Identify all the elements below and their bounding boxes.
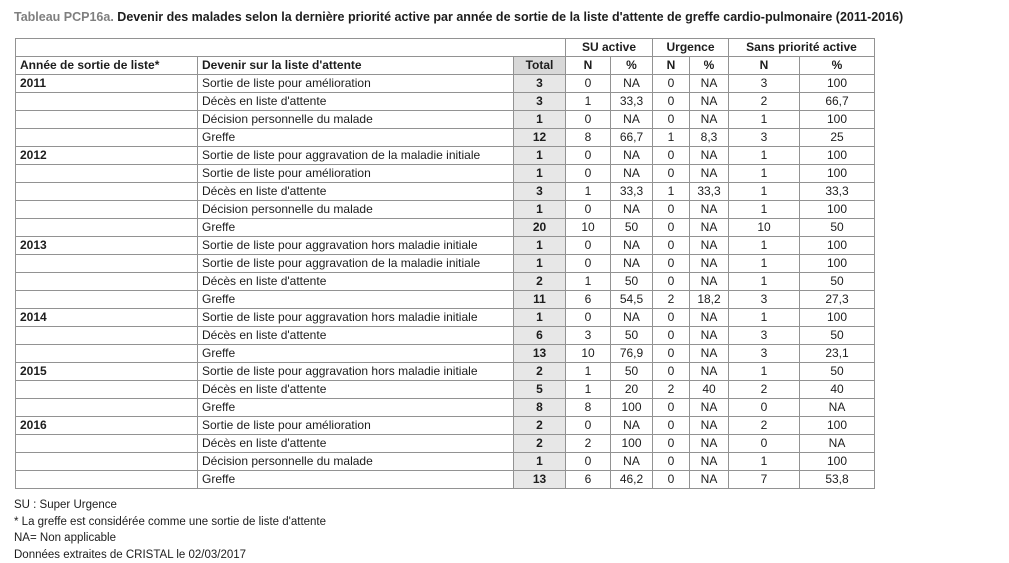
total-cell: 1 [514,237,566,255]
urgence-pct-cell: NA [690,255,729,273]
table-title-text: Devenir des malades selon la dernière priorité active par année de sortie de la liste d'attente de greffe cardio-pulmonaire (2011-2016) [117,10,904,24]
sans-n-cell: 0 [729,435,800,453]
sans-pct-cell: 50 [800,273,875,291]
urgence-n-cell: 0 [653,111,690,129]
table-row [16,453,875,471]
urgence-pct-cell: 33,3 [690,183,729,201]
su-n-cell: 1 [566,273,611,291]
outcome-cell: Greffe [198,129,514,147]
total-cell: 3 [514,75,566,93]
outcome-cell: Greffe [198,399,514,417]
footnotes [14,497,326,563]
year-cell: 2014 [16,309,198,327]
su-n-cell: 1 [566,93,611,111]
sans-n-cell: 3 [729,291,800,309]
year-cell [16,111,198,129]
year-cell: 2016 [16,417,198,435]
sans-n-cell: 1 [729,183,800,201]
footnote-su: SU : Super Urgence [14,499,117,511]
urgence-pct-cell: NA [690,75,729,93]
su-n-cell: 8 [566,129,611,147]
outcome-cell: Décision personnelle du malade [198,453,514,471]
sans-pct-cell: NA [800,399,875,417]
su-pct-cell: NA [611,255,653,273]
su-pct-cell: 66,7 [611,129,653,147]
total-cell: 2 [514,417,566,435]
urgence-pct-cell: 40 [690,381,729,399]
group-header-urgence: Urgence [653,39,729,57]
urgence-n-cell: 0 [653,345,690,363]
outcome-cell: Décès en liste d'attente [198,381,514,399]
total-cell: 1 [514,165,566,183]
year-cell: 2011 [16,75,198,93]
su-n-cell: 0 [566,237,611,255]
su-pct-cell: 50 [611,273,653,291]
su-pct-cell: 50 [611,219,653,237]
urgence-pct-cell: NA [690,111,729,129]
su-pct-cell: NA [611,165,653,183]
sans-pct-cell: 27,3 [800,291,875,309]
su-pct-cell: 46,2 [611,471,653,489]
sans-pct-cell: 33,3 [800,183,875,201]
urgence-n-cell: 0 [653,363,690,381]
total-cell: 11 [514,291,566,309]
urgence-n-cell: 0 [653,399,690,417]
table-row [16,129,875,147]
urgence-n-cell: 0 [653,75,690,93]
table-row [16,345,875,363]
sans-n-cell: 1 [729,453,800,471]
su-pct-cell: NA [611,417,653,435]
outcome-cell: Greffe [198,219,514,237]
sans-pct-cell: 100 [800,75,875,93]
urgence-pct-cell: NA [690,237,729,255]
sans-pct-cell: 53,8 [800,471,875,489]
sans-n-cell: 3 [729,327,800,345]
sans-n-cell: 2 [729,381,800,399]
year-cell [16,399,198,417]
year-cell: 2013 [16,237,198,255]
table-row [16,237,875,255]
su-n-cell: 0 [566,147,611,165]
outcome-cell: Greffe [198,471,514,489]
su-n-cell: 0 [566,255,611,273]
total-cell: 2 [514,435,566,453]
sans-n-cell: 3 [729,129,800,147]
col-header-total: Total [514,57,566,75]
sans-pct-cell: NA [800,435,875,453]
total-cell: 2 [514,273,566,291]
outcome-cell: Sortie de liste pour aggravation de la maladie initiale [198,147,514,165]
sans-n-cell: 2 [729,417,800,435]
sans-pct-cell: 40 [800,381,875,399]
sans-pct-cell: 100 [800,417,875,435]
table-row [16,219,875,237]
su-n-cell: 1 [566,183,611,201]
su-n-cell: 3 [566,327,611,345]
urgence-n-cell: 0 [653,309,690,327]
table-title-prefix: Tableau PCP16a. [14,10,114,24]
su-n-cell: 0 [566,111,611,129]
outcome-cell: Décès en liste d'attente [198,435,514,453]
urgence-pct-cell: NA [690,147,729,165]
year-cell [16,273,198,291]
sans-n-cell: 3 [729,345,800,363]
total-cell: 1 [514,111,566,129]
col-header-sans-n: N [729,57,800,75]
sans-pct-cell: 100 [800,237,875,255]
table-row [16,111,875,129]
urgence-n-cell: 0 [653,453,690,471]
urgence-n-cell: 0 [653,273,690,291]
su-n-cell: 0 [566,165,611,183]
year-cell [16,471,198,489]
outcome-cell: Greffe [198,291,514,309]
su-pct-cell: NA [611,75,653,93]
outcome-cell: Greffe [198,345,514,363]
table-row [16,93,875,111]
su-n-cell: 6 [566,291,611,309]
footnote-na: NA= Non applicable [14,532,116,544]
sans-n-cell: 0 [729,399,800,417]
outcome-cell: Décès en liste d'attente [198,327,514,345]
urgence-pct-cell: NA [690,435,729,453]
total-cell: 3 [514,183,566,201]
su-pct-cell: NA [611,309,653,327]
su-pct-cell: 33,3 [611,93,653,111]
year-cell [16,219,198,237]
outcome-cell: Sortie de liste pour aggravation hors maladie initiale [198,363,514,381]
outcome-cell: Sortie de liste pour amélioration [198,165,514,183]
urgence-pct-cell: NA [690,165,729,183]
total-cell: 20 [514,219,566,237]
outcome-cell: Sortie de liste pour aggravation hors maladie initiale [198,309,514,327]
su-n-cell: 10 [566,345,611,363]
col-header-urgence-n: N [653,57,690,75]
table-row [16,273,875,291]
table-body [16,75,875,489]
total-cell: 2 [514,363,566,381]
outcome-cell: Décès en liste d'attente [198,183,514,201]
table-row [16,165,875,183]
table-row [16,255,875,273]
su-n-cell: 10 [566,219,611,237]
sans-pct-cell: 100 [800,453,875,471]
sans-n-cell: 7 [729,471,800,489]
urgence-pct-cell: NA [690,417,729,435]
footnote-asterisk: * La greffe est considérée comme une sortie de liste d'attente [14,515,327,528]
total-cell: 1 [514,147,566,165]
sans-n-cell: 1 [729,111,800,129]
su-n-cell: 6 [566,471,611,489]
su-n-cell: 2 [566,435,611,453]
sans-n-cell: 3 [729,75,800,93]
su-n-cell: 1 [566,363,611,381]
urgence-pct-cell: 8,3 [690,129,729,147]
sans-n-cell: 2 [729,93,800,111]
total-cell: 13 [514,471,566,489]
urgence-pct-cell: NA [690,453,729,471]
sans-n-cell: 1 [729,237,800,255]
urgence-n-cell: 2 [653,381,690,399]
urgence-pct-cell: NA [690,201,729,219]
table-row [16,417,875,435]
su-pct-cell: 100 [611,435,653,453]
table-row [16,363,875,381]
total-cell: 8 [514,399,566,417]
sans-pct-cell: 100 [800,201,875,219]
total-cell: 1 [514,255,566,273]
table-row [16,147,875,165]
total-cell: 6 [514,327,566,345]
urgence-n-cell: 0 [653,165,690,183]
group-header-empty-cell [16,39,566,57]
su-pct-cell: NA [611,453,653,471]
outcome-cell: Sortie de liste pour amélioration [198,417,514,435]
table-row [16,309,875,327]
urgence-pct-cell: NA [690,345,729,363]
group-header-su-active: SU active [566,39,653,57]
urgence-n-cell: 1 [653,183,690,201]
su-pct-cell: 100 [611,399,653,417]
su-pct-cell: 76,9 [611,345,653,363]
su-pct-cell: 50 [611,363,653,381]
su-pct-cell: 50 [611,327,653,345]
outcome-cell: Sortie de liste pour amélioration [198,75,514,93]
table-title [14,10,903,24]
sans-pct-cell: 100 [800,309,875,327]
su-pct-cell: NA [611,111,653,129]
total-cell: 1 [514,453,566,471]
sans-pct-cell: 66,7 [800,93,875,111]
total-cell: 1 [514,201,566,219]
year-cell [16,435,198,453]
urgence-n-cell: 0 [653,237,690,255]
year-cell [16,381,198,399]
sans-n-cell: 10 [729,219,800,237]
sans-pct-cell: 23,1 [800,345,875,363]
sans-n-cell: 1 [729,201,800,219]
su-n-cell: 0 [566,417,611,435]
urgence-pct-cell: NA [690,273,729,291]
year-cell [16,345,198,363]
urgence-n-cell: 0 [653,327,690,345]
table-row [16,381,875,399]
sans-pct-cell: 25 [800,129,875,147]
urgence-pct-cell: NA [690,309,729,327]
total-cell: 12 [514,129,566,147]
outcome-cell: Décès en liste d'attente [198,273,514,291]
data-table [15,38,875,489]
urgence-n-cell: 0 [653,417,690,435]
table-row [16,201,875,219]
su-pct-cell: 54,5 [611,291,653,309]
urgence-n-cell: 0 [653,147,690,165]
sans-pct-cell: 100 [800,111,875,129]
sans-n-cell: 1 [729,165,800,183]
group-header-row [16,39,875,57]
urgence-n-cell: 0 [653,93,690,111]
urgence-pct-cell: NA [690,93,729,111]
sans-pct-cell: 50 [800,363,875,381]
outcome-cell: Décision personnelle du malade [198,111,514,129]
year-cell [16,129,198,147]
group-header-sans-priorite: Sans priorité active [729,39,875,57]
sans-n-cell: 1 [729,147,800,165]
footnote-source: Données extraites de CRISTAL le 02/03/2017 [14,548,247,561]
table-row [16,399,875,417]
table-row [16,291,875,309]
urgence-pct-cell: NA [690,219,729,237]
sans-pct-cell: 50 [800,219,875,237]
outcome-cell: Sortie de liste pour aggravation de la maladie initiale [198,255,514,273]
year-cell [16,255,198,273]
col-header-urgence-pct: % [690,57,729,75]
year-cell [16,291,198,309]
year-cell [16,183,198,201]
urgence-pct-cell: NA [690,363,729,381]
urgence-n-cell: 0 [653,471,690,489]
year-cell: 2015 [16,363,198,381]
year-cell [16,453,198,471]
col-header-outcome: Devenir sur la liste d'attente [198,57,514,75]
su-pct-cell: 20 [611,381,653,399]
su-n-cell: 1 [566,381,611,399]
urgence-n-cell: 1 [653,129,690,147]
sans-n-cell: 1 [729,363,800,381]
su-n-cell: 0 [566,309,611,327]
urgence-n-cell: 0 [653,435,690,453]
su-pct-cell: 33,3 [611,183,653,201]
year-cell [16,165,198,183]
outcome-cell: Décision personnelle du malade [198,201,514,219]
sans-n-cell: 1 [729,255,800,273]
urgence-n-cell: 0 [653,219,690,237]
col-header-sans-pct: % [800,57,875,75]
urgence-pct-cell: 18,2 [690,291,729,309]
urgence-n-cell: 0 [653,255,690,273]
column-header-row [16,57,875,75]
table-row [16,183,875,201]
urgence-pct-cell: NA [690,327,729,345]
sans-n-cell: 1 [729,273,800,291]
table-row [16,471,875,489]
urgence-pct-cell: NA [690,471,729,489]
su-n-cell: 0 [566,453,611,471]
su-n-cell: 0 [566,75,611,93]
sans-pct-cell: 100 [800,255,875,273]
urgence-n-cell: 0 [653,201,690,219]
sans-pct-cell: 100 [800,147,875,165]
su-pct-cell: NA [611,237,653,255]
urgence-n-cell: 2 [653,291,690,309]
year-cell: 2012 [16,147,198,165]
sans-pct-cell: 100 [800,165,875,183]
col-header-su-pct: % [611,57,653,75]
outcome-cell: Sortie de liste pour aggravation hors maladie initiale [198,237,514,255]
year-cell [16,93,198,111]
sans-pct-cell: 50 [800,327,875,345]
table-row [16,327,875,345]
year-cell [16,201,198,219]
sans-n-cell: 1 [729,309,800,327]
total-cell: 13 [514,345,566,363]
col-header-year: Année de sortie de liste* [16,57,198,75]
outcome-cell: Décès en liste d'attente [198,93,514,111]
urgence-pct-cell: NA [690,399,729,417]
table-row [16,435,875,453]
col-header-su-n: N [566,57,611,75]
total-cell: 5 [514,381,566,399]
table-row [16,75,875,93]
year-cell [16,327,198,345]
su-n-cell: 0 [566,201,611,219]
su-n-cell: 8 [566,399,611,417]
su-pct-cell: NA [611,147,653,165]
total-cell: 1 [514,309,566,327]
su-pct-cell: NA [611,201,653,219]
total-cell: 3 [514,93,566,111]
